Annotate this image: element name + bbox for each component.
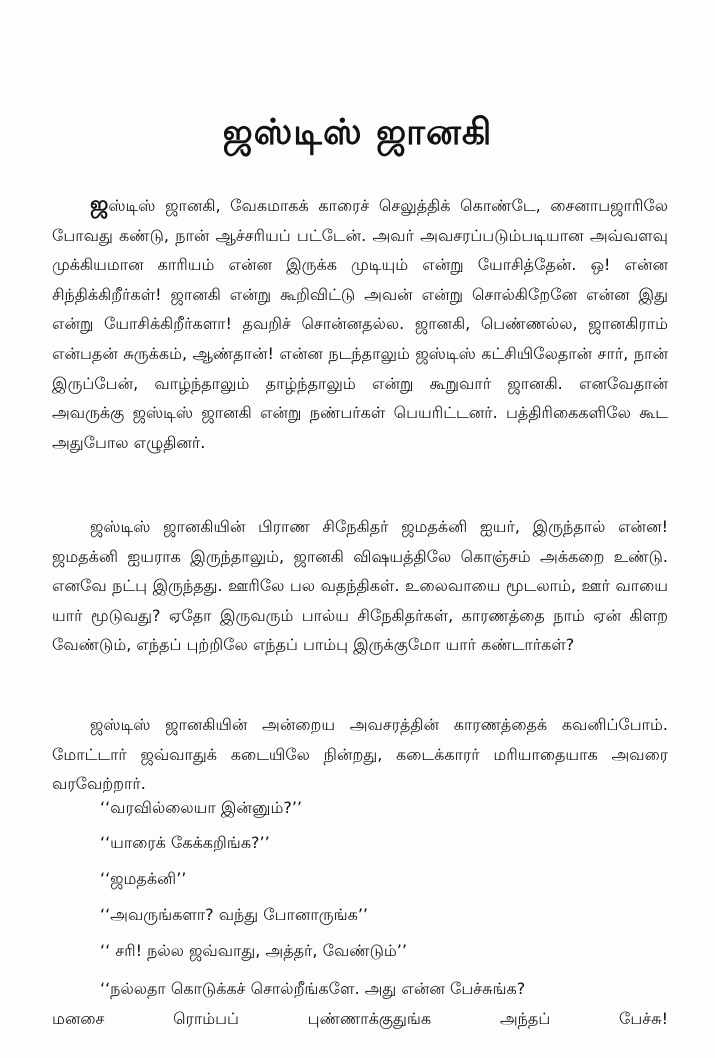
page-title: ஜஸ்டிஸ் ஜானகி — [222, 112, 493, 153]
paragraph-2: ஜஸ்டிஸ் ஜானகியின் பிராண சிநேகிதர் ஜமதக்னி ஐயர், இருந்தால் என்ன! ஜமதக்னி ஐயராக இருந்தாலும், ஜானகி விஷயத்திலே கொஞ்சம் அக்கறை உண்டு. எனவே நட்பு இருந்தது. ஊரிலே பல வதந்திகள். உலைவாயை மூடலாம், ஊர் வாயை யார் மூடுவது? ஏதோ இருவரும் பால்ய சிநேகிதர்கள், காரணத்தை நாம் ஏன் கிளற வேண்டும், எந்தப் புற்றிலே எந்தப் பாம்பு இருக்குமோ யார் கண்டார்கள்? — [52, 517, 668, 655]
paragraph-3: ஜஸ்டிஸ் ஜானகியின் அன்றைய அவசரத்தின் காரணத்தைக் கவனிப்போம். மோட்டார் ஜவ்வாதுக் கடையிலே நின்றது, கடைக்காரர் மரியாதையாக அவரை வரவேற்றார். — [52, 715, 668, 794]
dialog-line-2: ‘‘யாரைக் கேக்கறிங்க?’’ — [100, 833, 270, 852]
dropcap-letter: ஜ — [90, 192, 109, 217]
paragraph-1 — [52, 190, 668, 457]
closing-paragraph — [52, 974, 668, 1033]
dialog-line-1: ‘‘வரவில்லையா இன்னும்?’’ — [100, 798, 302, 817]
paragraph-1-text: ஸ்டிஸ் ஜானகி, வேகமாகக் காரைச் செலுத்திக் கொண்டே, சைனாபஜாரிலே போவது கண்டு, நான் ஆச்சரியப் பட்டேன். அவர் அவசரப்படும்படியான அவ்வளவு முக்கியமான காரியம் என்ன இருக்க முடியும் என்று யோசித்தேன். ஒ! என்ன சிந்திக்கிறீர்கள்! ஜானகி என்று கூறிவிட்டு அவன் என்று சொல்கிறேனே என்ன இது என்று யோசிக்கிறீர்களா! தவறிச் சொன்னதல்ல. ஜானகி, பெண்ணல்ல, ஜானகிராம் என்பதன் சுருக்கம், ஆண்தான்! என்ன நடந்தாலும் ஜஸ்டிஸ் கட்சியிலேதான் சார், நான் இருப்பேன், வாழ்ந்தாலும் தாழ்ந்தாலும் என்று கூறுவார் ஜானகி. எனவேதான் அவருக்கு ஜஸ்டிஸ் ஜானகி என்று நண்பர்கள் பெயரிட்டனர். பத்திரிகைகளிலே கூட அதுபோல எழுதினர். — [52, 196, 668, 452]
closing-line-1: ‘‘நல்லதா கொடுக்கச் சொல்றீங்களே. அது என்ன பேச்சுங்க? — [100, 979, 526, 998]
closing-line-2: மனசை ரொம்பப் புண்ணாக்குதுங்க அந்தப் பேச்சு! — [52, 1008, 668, 1028]
dialog-line-4: ‘‘அவருங்களா? வந்து போனாருங்க’’ — [100, 905, 369, 924]
dialog-line-3: ‘‘ஜமதக்னி’’ — [100, 869, 187, 888]
dialog-line-5: ‘‘ சரி! நல்ல ஜவ்வாது, அத்தர், வேண்டும்’’ — [100, 941, 407, 960]
